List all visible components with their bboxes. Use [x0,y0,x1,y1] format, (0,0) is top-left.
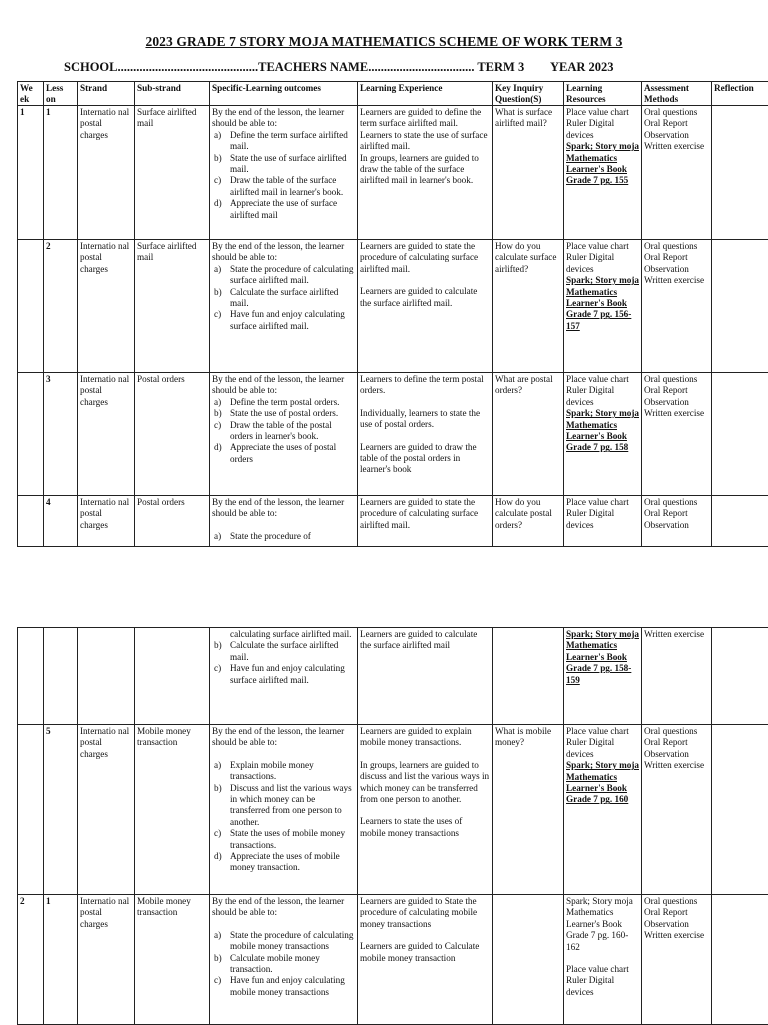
column-header: We ek [18,82,44,106]
scheme-row [18,496,768,547]
week-cell [18,628,44,725]
assessment-cell: Oral questions Oral Report Observation Written exercise [642,373,712,496]
lesson-cell: 1 [44,106,78,240]
outcomes-intro: By the end of the lesson, the learner should be able to: [212,107,355,130]
experience-paragraph: Learners are guided to state the procedure of calculating surface airlifted mail. [360,241,490,275]
outcome-item: c) Have fun and enjoy calculating surface airlifted mail. [230,663,355,686]
resource-book: Spark; Story moja Mathematics Learner's Book Grade 7 pg. 160-162 [566,896,639,953]
reflection-cell [712,240,768,373]
strand-cell: Internatio nal postal charges [78,496,135,547]
resources-cell [564,628,642,725]
resource-list: Place value chart Ruler Digital devices [566,726,639,760]
resources-cell [564,106,642,240]
scheme-table-page-1 [17,81,768,547]
week-cell [18,725,44,895]
lesson-cell: 4 [44,496,78,547]
school-teacher-term-line [64,60,614,75]
strand-cell: Internatio nal postal charges [78,373,135,496]
assessment-cell: Oral questions Oral Report Observation Written exercise [642,895,712,1025]
substrand-cell: Postal orders [135,373,210,496]
outcome-item: b) Calculate the surface airlifted mail. [230,640,355,663]
key-question-cell: What is surface airlifted mail? [493,106,564,240]
outcome-item: b) State the use of postal orders. [230,408,355,419]
week-cell [18,496,44,547]
outcome-item: c) Draw the table of the surface airlifted mail in learner's book. [230,175,355,198]
outcomes-list [212,930,355,998]
outcome-item: d) Appreciate the uses of postal orders [230,442,355,465]
column-header: Strand [78,82,135,106]
experience-paragraph: Learners to define the term postal orders. [360,374,490,397]
scheme-table-page-2 [17,627,768,1025]
assessment-cell: Oral questions Oral Report Observation Written exercise [642,725,712,895]
experience-cell [358,373,493,496]
lesson-cell [44,628,78,725]
outcome-item: b) Discuss and list the various ways in which money can be transferred from one person to another. [230,783,355,829]
assessment-cell: Oral questions Oral Report Observation Written exercise [642,106,712,240]
lesson-cell: 5 [44,725,78,895]
strand-cell: Internatio nal postal charges [78,895,135,1025]
scheme-row [18,628,768,725]
experience-paragraph: Learners to state the uses of mobile money transactions [360,816,490,839]
substrand-cell: Surface airlifted mail [135,240,210,373]
resource-book-reference: Spark; Story moja Mathematics Learner's Book Grade 7 pg. 156-157 [566,275,639,332]
resources-cell [564,895,642,1025]
key-question-cell: How do you calculate surface airlifted? [493,240,564,373]
experience-paragraph: Individually, learners to state the use of postal orders. [360,408,490,431]
outcomes-intro: By the end of the lesson, the learner should be able to: [212,374,355,397]
reflection-cell [712,496,768,547]
week-cell: 2 [18,895,44,1025]
outcome-item: b) Calculate the surface airlifted mail. [230,287,355,310]
reflection-cell [712,628,768,725]
outcome-item: a) Define the term postal orders. [230,397,355,408]
school-field: SCHOOL.............................................TEACHERS NAME.................................. TERM 3 [64,60,524,74]
resource-book-reference: Spark; Story moja Mathematics Learner's Book Grade 7 pg. 160 [566,760,639,806]
assessment-cell: Oral questions Oral Report Observation Written exercise [642,240,712,373]
resource-list: Place value chart Ruler Digital devices [566,964,639,998]
scheme-row [18,895,768,1025]
experience-paragraph: Learners are guided to calculate the surface airlifted mail. [360,286,490,309]
document-title: 2023 GRADE 7 STORY MOJA MATHEMATICS SCHEME OF WORK TERM 3 [0,34,768,50]
outcome-item: c) Have fun and enjoy calculating surface airlifted mail. [230,309,355,332]
outcomes-intro: By the end of the lesson, the learner should be able to: [212,241,355,264]
assessment-cell: Written exercise [642,628,712,725]
outcome-item: a) Define the term surface airlifted mail. [230,130,355,153]
outcomes-list [212,531,355,542]
experience-cell [358,496,493,547]
outcome-item: b) State the use of surface airlifted mail. [230,153,355,176]
experience-paragraph: Learners are guided to explain mobile money transactions. [360,726,490,749]
resources-cell [564,240,642,373]
experience-paragraph: Learners to state the use of surface airlifted mail. [360,130,490,153]
experience-paragraph: In groups, learners are guided to discuss and list the various ways in which money can be transferred from one person to another. [360,760,490,806]
key-question-cell: What is mobile money? [493,725,564,895]
outcome-item: a) Explain mobile money transactions. [230,760,355,783]
lesson-cell: 3 [44,373,78,496]
column-header: Sub-strand [135,82,210,106]
outcomes-intro: By the end of the lesson, the learner should be able to: [212,497,355,520]
column-header: Learning Experience [358,82,493,106]
resource-list: Place value chart Ruler Digital devices [566,107,639,141]
column-header: Key Inquiry Question(S) [493,82,564,106]
outcomes-list [212,264,355,332]
outcome-item: c) Draw the table of the postal orders in learner's book. [230,420,355,443]
column-header: Assessment Methods [642,82,712,106]
outcomes-list [212,130,355,221]
header-row [18,82,768,106]
experience-paragraph: Learners are guided to State the procedure of calculating mobile money transactions [360,896,490,930]
outcomes-cell [210,106,358,240]
scheme-row [18,106,768,240]
substrand-cell [135,628,210,725]
resource-list: Place value chart Ruler Digital devices [566,374,639,408]
week-cell: 1 [18,106,44,240]
resource-list: Place value chart Ruler Digital devices [566,241,639,275]
experience-cell [358,628,493,725]
experience-cell [358,240,493,373]
outcome-item: a) State the procedure of calculating surface airlifted mail. [230,264,355,287]
scheme-row [18,373,768,496]
resource-list: Place value chart Ruler Digital devices [566,497,639,531]
reflection-cell [712,373,768,496]
reflection-cell [712,106,768,240]
outcomes-cell [210,725,358,895]
outcomes-cell [210,895,358,1025]
key-question-cell: What are postal orders? [493,373,564,496]
column-header: Reflection [712,82,768,106]
substrand-cell: Surface airlifted mail [135,106,210,240]
experience-paragraph: Learners are guided to define the term surface airlifted mail. [360,107,490,130]
outcomes-list [212,760,355,874]
strand-cell: Internatio nal postal charges [78,725,135,895]
outcome-item: a) State the procedure of [230,531,355,542]
outcome-item: d) Appreciate the use of surface airlifted mail [230,198,355,221]
lesson-cell: 2 [44,240,78,373]
outcome-item: d) Appreciate the uses of mobile money transaction. [230,851,355,874]
resource-book-reference: Spark; Story moja Mathematics Learner's Book Grade 7 pg. 155 [566,141,639,187]
outcomes-list [212,629,355,686]
year-field: YEAR 2023 [550,60,614,74]
experience-paragraph: Learners are guided to state the procedure of calculating surface airlifted mail. [360,497,490,531]
strand-cell [78,628,135,725]
outcome-item: a) State the procedure of calculating mobile money transactions [230,930,355,953]
resources-cell [564,725,642,895]
substrand-cell: Mobile money transaction [135,895,210,1025]
experience-paragraph: Learners are guided to calculate the surface airlifted mail [360,629,490,652]
outcomes-list [212,397,355,465]
experience-paragraph: In groups, learners are guided to draw the table of the surface airlifted mail in learner's book. [360,153,490,187]
scheme-row [18,725,768,895]
experience-cell [358,725,493,895]
week-cell [18,373,44,496]
reflection-cell [712,725,768,895]
resources-cell [564,496,642,547]
outcomes-intro: By the end of the lesson, the learner should be able to: [212,726,355,749]
outcome-item: c) Have fun and enjoy calculating mobile money transactions [230,975,355,998]
experience-cell [358,106,493,240]
outcome-item: b) Calculate mobile money transaction. [230,953,355,976]
key-question-cell: How do you calculate postal orders? [493,496,564,547]
scheme-row [18,240,768,373]
assessment-cell: Oral questions Oral Report Observation [642,496,712,547]
outcome-item: calculating surface airlifted mail. [230,629,355,640]
experience-paragraph: Learners are guided to draw the table of the postal orders in learner's book [360,442,490,476]
experience-cell [358,895,493,1025]
outcomes-cell [210,240,358,373]
experience-paragraph: Learners are guided to Calculate mobile money transaction [360,941,490,964]
column-header: Learning Resources [564,82,642,106]
key-question-cell [493,895,564,1025]
key-question-cell [493,628,564,725]
resource-book-reference: Spark; Story moja Mathematics Learner's Book Grade 7 pg. 158 [566,408,639,454]
strand-cell: Internatio nal postal charges [78,106,135,240]
outcome-item: c) State the uses of mobile money transactions. [230,828,355,851]
lesson-cell: 1 [44,895,78,1025]
outcomes-intro: By the end of the lesson, the learner should be able to: [212,896,355,919]
week-cell [18,240,44,373]
resource-book-reference: Spark; Story moja Mathematics Learner's Book Grade 7 pg. 158-159 [566,629,639,686]
outcomes-cell [210,496,358,547]
strand-cell: Internatio nal postal charges [78,240,135,373]
column-header: Specific-Learning outcomes [210,82,358,106]
substrand-cell: Mobile money transaction [135,725,210,895]
resources-cell [564,373,642,496]
substrand-cell: Postal orders [135,496,210,547]
outcomes-cell [210,373,358,496]
reflection-cell [712,895,768,1025]
outcomes-cell [210,628,358,725]
column-header: Less on [44,82,78,106]
